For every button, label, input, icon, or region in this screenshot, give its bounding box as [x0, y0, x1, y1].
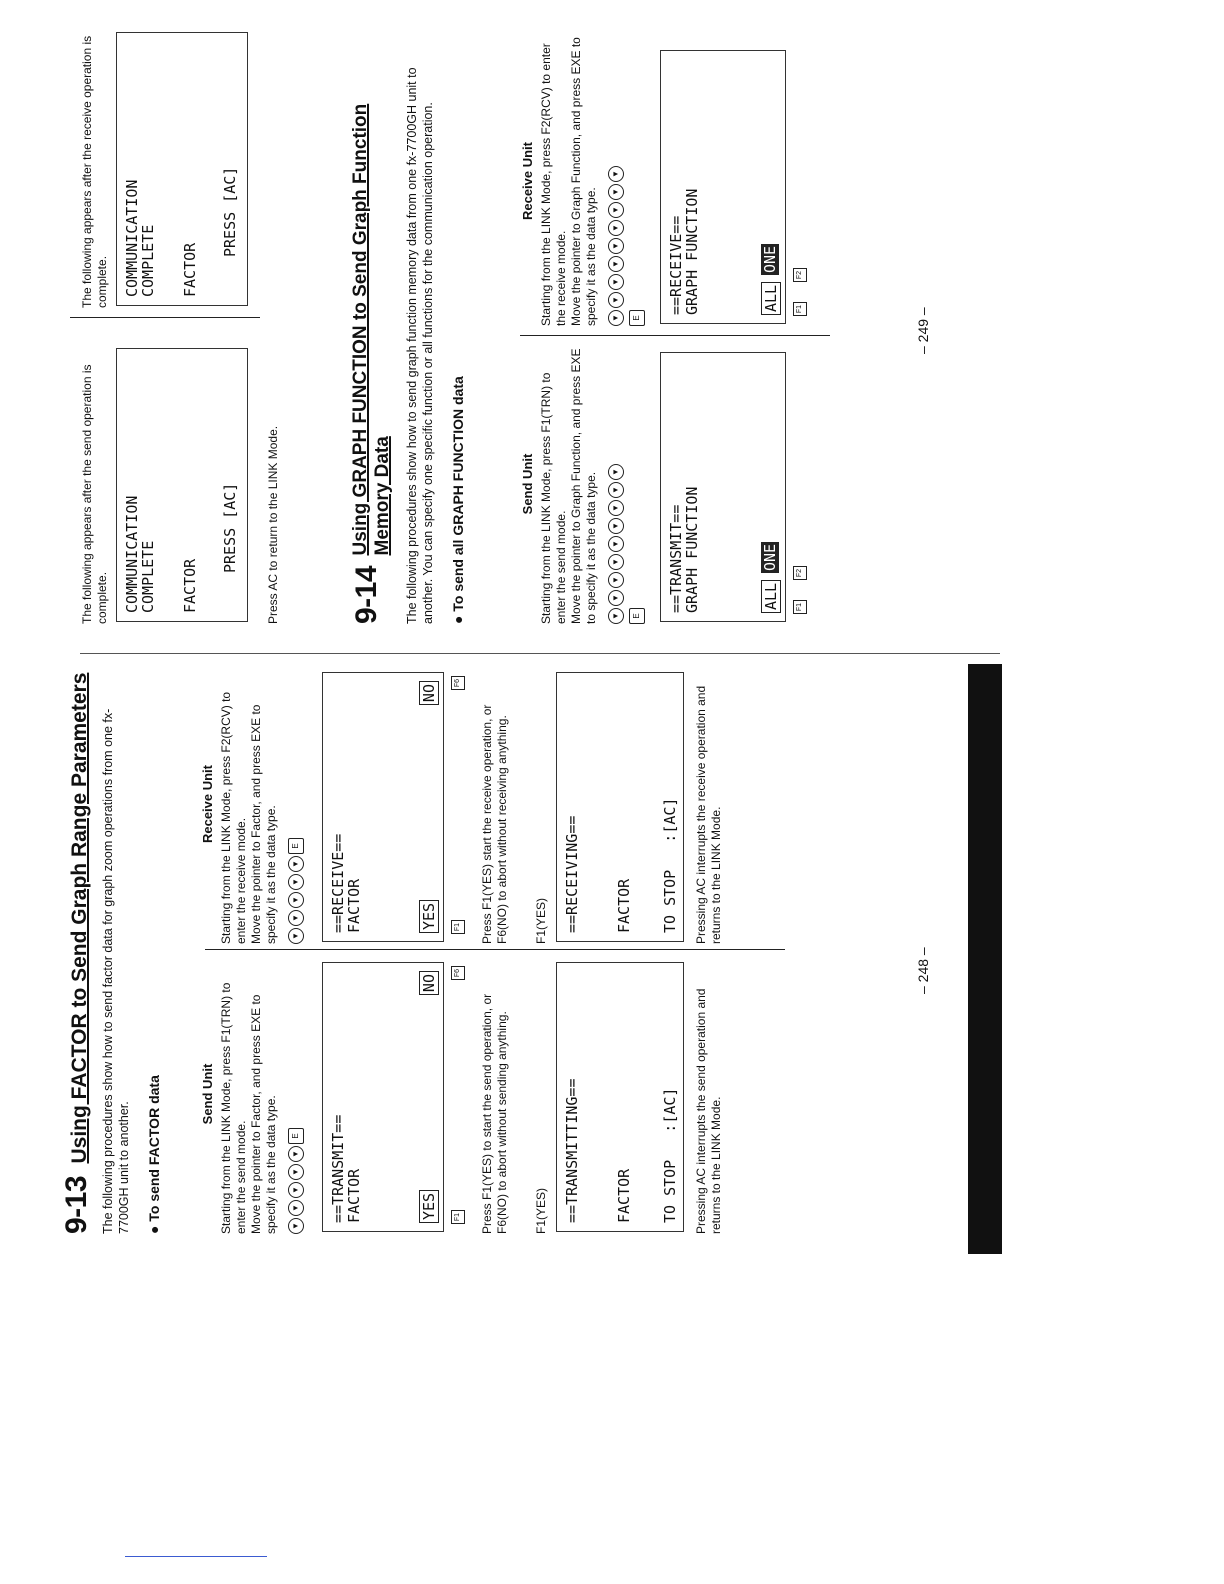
lcd-all: ALL — [761, 282, 781, 315]
lcd-one: ONE — [761, 543, 779, 571]
down-arrow-icon: ▼ — [608, 536, 624, 552]
down-arrow-icon: ▼ — [608, 220, 624, 236]
lcd-line: FACTOR — [345, 1168, 363, 1223]
step-text: Move the pointer to Graph Function, and press EXE to specify it as the data type. — [569, 348, 598, 624]
down-arrow-icon: ▼ — [608, 554, 624, 570]
lcd-line: FACTOR — [615, 878, 633, 933]
paragraph: The following appears after the receive operation is complete. — [80, 35, 109, 308]
lcd-line: PRESS [AC] — [221, 482, 239, 573]
down-arrow-icon: ▼ — [608, 572, 624, 588]
down-arrow-icon: ▼ — [608, 166, 624, 182]
step-text: Starting from the LINK Mode, press F2(RCV) to enter the receive mode. — [219, 691, 248, 944]
column-divider — [520, 335, 830, 336]
down-arrow-icon: ▼ — [288, 1218, 304, 1234]
f1-yes: F1(YES) — [534, 1187, 548, 1234]
down-arrow-icon: ▼ — [288, 892, 304, 908]
step-text: Move the pointer to Factor, and press EXE to specify it as the data type. — [249, 994, 278, 1234]
f2-key: F2 — [788, 268, 807, 282]
note: Pressing AC interrupts the receive operation and returns to the LINK Mode. — [694, 685, 723, 944]
step-text: Starting from the LINK Mode, press F1(TRN) to enter the send mode. — [539, 372, 568, 624]
down-arrow-icon: ▼ — [608, 518, 624, 534]
receive-complete-block — [80, 18, 239, 308]
f1-key: F1 — [788, 302, 807, 316]
down-arrow-icon: ▼ — [288, 1200, 304, 1216]
f6-key: F6 — [446, 676, 465, 690]
f1-yes: F1(YES) — [534, 897, 548, 944]
lcd-line: ==TRANSMIT== — [667, 504, 685, 613]
f6-key: F6 — [446, 966, 465, 980]
lcd-line: ==TRANSMITTING== — [563, 1078, 581, 1223]
lcd-line: COMPLETE — [139, 224, 157, 297]
arrow-keys — [605, 36, 624, 326]
subheading-text: To send FACTOR data — [146, 1075, 162, 1222]
lcd-yes: YES — [419, 1190, 439, 1223]
page-248 — [60, 674, 162, 1234]
section-title: Memory Data — [372, 436, 393, 556]
lcd-screen — [660, 352, 786, 622]
lcd-line: ==RECEIVING== — [563, 815, 581, 933]
section-title: Using FACTOR to Send Graph Range Parameters — [68, 672, 91, 1164]
arrow-keys — [285, 664, 304, 944]
down-arrow-icon: ▼ — [608, 590, 624, 606]
lcd-line: GRAPH FUNCTION — [683, 188, 701, 315]
lcd-line: TO STOP :[AC] — [661, 797, 679, 933]
receive-unit-column — [200, 664, 723, 944]
exe-key-row — [626, 36, 645, 326]
lcd-no: NO — [419, 971, 439, 995]
lcd-all: ALL — [761, 580, 781, 613]
down-arrow-icon: ▼ — [288, 910, 304, 926]
f2-key: F2 — [788, 566, 807, 580]
lcd-line: ==RECEIVE== — [329, 833, 347, 933]
down-arrow-icon: ▼ — [288, 1146, 304, 1162]
f1-key: F1 — [788, 600, 807, 614]
receive-unit-column — [520, 36, 803, 326]
exe-key-icon: E — [629, 310, 645, 326]
subheading: ● To send FACTOR data — [146, 1075, 162, 1234]
lcd-line: COMMUNICATION — [123, 495, 141, 613]
note: Press AC to return to the LINK Mode. — [266, 425, 280, 624]
lcd-line: GRAPH FUNCTION — [683, 486, 701, 613]
column-divider — [205, 949, 785, 950]
send-complete-block — [80, 334, 280, 624]
send-unit-column — [200, 954, 723, 1234]
lcd-line: COMMUNICATION — [123, 179, 141, 297]
exe-key-row — [626, 344, 645, 624]
lcd-line: FACTOR — [181, 558, 199, 613]
lcd-screen — [116, 348, 248, 622]
send-unit-column — [520, 344, 803, 624]
down-arrow-icon: ▼ — [608, 310, 624, 326]
paragraph: The following appears after the send operation is complete. — [80, 364, 109, 624]
column-divider — [70, 317, 260, 318]
column-heading: Receive Unit — [200, 764, 215, 844]
page-number: – 249 – — [915, 307, 931, 354]
lcd-line: PRESS [AC] — [221, 166, 239, 257]
step-text: Move the pointer to Factor, and press EXE to specify it as the data type. — [249, 704, 278, 944]
exe-key-icon: E — [288, 838, 304, 854]
lcd-line: ==RECEIVE== — [667, 215, 685, 315]
section-9-14-header — [350, 4, 466, 624]
down-arrow-icon: ▼ — [608, 238, 624, 254]
down-arrow-icon: ▼ — [608, 292, 624, 308]
down-arrow-icon: ▼ — [608, 500, 624, 516]
lcd-line: COMPLETE — [139, 540, 157, 613]
down-arrow-icon: ▼ — [608, 274, 624, 290]
exe-key-icon: E — [629, 608, 645, 624]
down-arrow-icon: ▼ — [608, 608, 624, 624]
lcd-screen — [116, 32, 248, 306]
lcd-line: FACTOR — [345, 878, 363, 933]
arrow-keys — [605, 344, 624, 624]
lcd-no: NO — [419, 681, 439, 705]
f1-key: F1 — [446, 920, 465, 934]
lcd-screen — [322, 672, 444, 942]
paragraph: Press F1(YES) start the receive operation, or F6(NO) to abort without receiving anything. — [480, 704, 509, 944]
step-text: Starting from the LINK Mode, press F2(RCV) to enter the receive mode. — [539, 43, 568, 326]
down-arrow-icon: ▼ — [608, 256, 624, 272]
subheading-text: To send all GRAPH FUNCTION data — [450, 376, 466, 612]
subheading: ● To send all GRAPH FUNCTION data — [450, 376, 466, 624]
section-number: 9-13 — [60, 1175, 93, 1234]
step-text: Move the pointer to Graph Function, and press EXE to specify it as the data type. — [569, 37, 598, 326]
intro-text: The following procedures show how to send graph function memory data from one fx-7700GH unit to another. You can specify one specific function or all functions for the communication operation. — [405, 67, 435, 624]
page-divider — [80, 653, 1000, 654]
lcd-line: FACTOR — [615, 1168, 633, 1223]
lcd-screen — [556, 962, 684, 1232]
binding-strip — [968, 664, 1002, 1254]
lcd-line: ==TRANSMIT== — [329, 1114, 347, 1223]
exe-key-icon: E — [288, 1128, 304, 1144]
column-heading: Send Unit — [520, 453, 535, 515]
lcd-screen — [660, 50, 786, 324]
down-arrow-icon: ▼ — [608, 482, 624, 498]
scan-rule — [125, 1556, 267, 1557]
down-arrow-icon: ▼ — [288, 928, 304, 944]
down-arrow-icon: ▼ — [288, 856, 304, 872]
down-arrow-icon: ▼ — [288, 874, 304, 890]
column-heading: Send Unit — [200, 1063, 215, 1125]
column-heading: Receive Unit — [520, 141, 535, 221]
down-arrow-icon: ▼ — [288, 1182, 304, 1198]
section-number: 9-14 — [350, 565, 383, 624]
step-text: Starting from the LINK Mode, press F1(TRN) to enter the send mode. — [219, 982, 248, 1234]
lcd-screen — [556, 672, 684, 942]
down-arrow-icon: ▼ — [288, 1164, 304, 1180]
down-arrow-icon: ▼ — [608, 464, 624, 480]
lcd-line: FACTOR — [181, 242, 199, 297]
f1-key: F1 — [446, 1210, 465, 1224]
lcd-one: ONE — [761, 245, 779, 273]
note: Pressing AC interrupts the send operation and returns to the LINK Mode. — [694, 988, 723, 1234]
section-title: Using GRAPH FUNCTION to Send Graph Function — [350, 103, 371, 556]
paragraph: Press F1(YES) to start the send operation, or F6(NO) to abort without sending anything. — [480, 993, 509, 1234]
page-number: – 248 – — [915, 947, 931, 994]
lcd-screen — [322, 962, 444, 1232]
intro-text: The following procedures show how to send factor data for graph zoom operations from one fx-7700GH unit to another. — [101, 708, 131, 1234]
lcd-line: TO STOP :[AC] — [661, 1087, 679, 1223]
down-arrow-icon: ▼ — [608, 202, 624, 218]
arrow-keys — [285, 954, 304, 1234]
down-arrow-icon: ▼ — [608, 184, 624, 200]
lcd-yes: YES — [419, 900, 439, 933]
